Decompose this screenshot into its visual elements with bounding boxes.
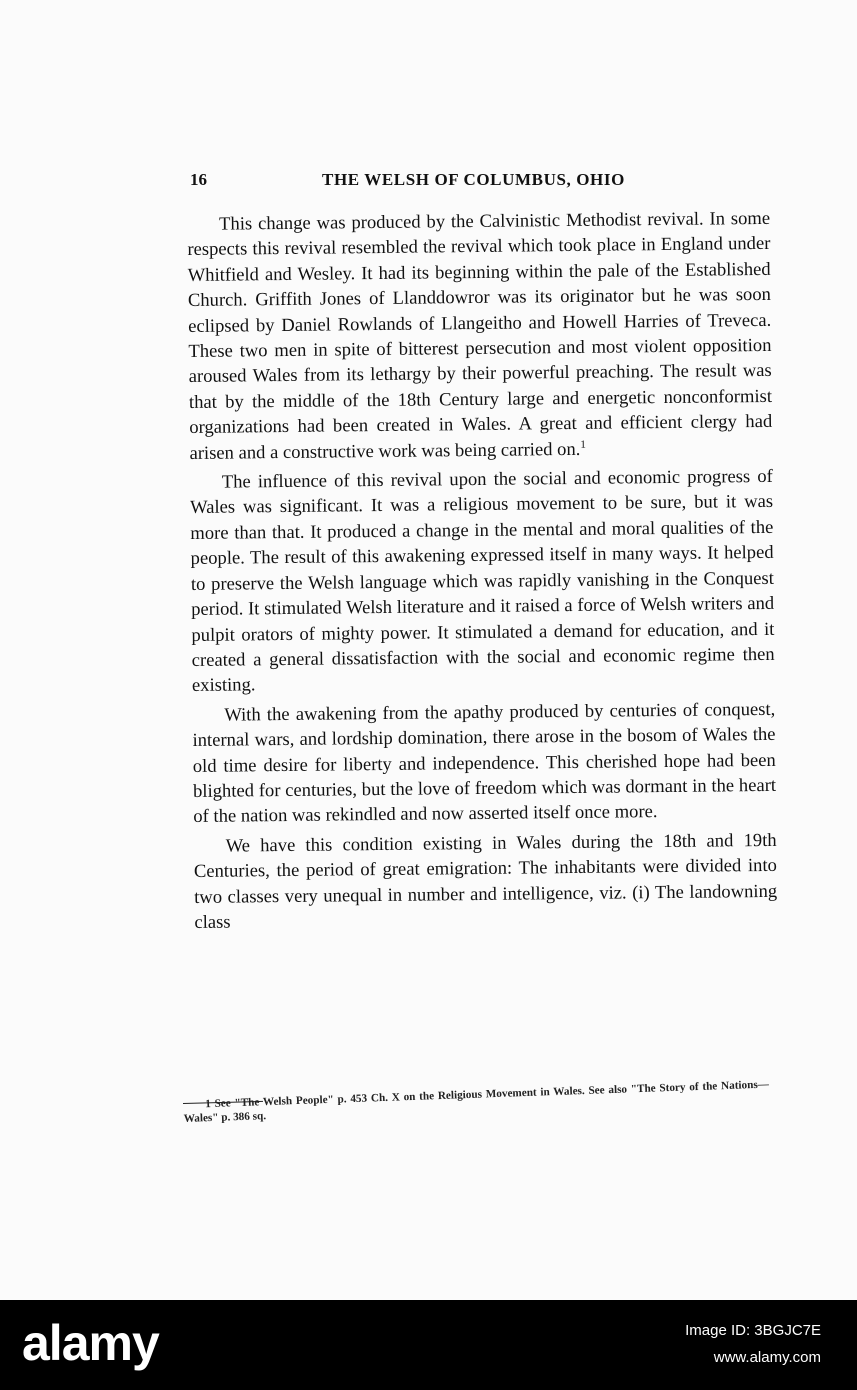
page-header	[190, 170, 770, 192]
image-id-label: Image ID: 3BGJC7E	[685, 1322, 821, 1339]
footnote-reference: 1	[580, 438, 586, 451]
page-number: 16	[190, 170, 207, 189]
paragraph-4	[194, 828, 778, 936]
paragraph-text: The influence of this revival upon the social and economic progress of Wales was significant. It was a religious movement to be sure, but it was more than that. It produced a change in the mental and moral qualities of the people. The result of this awakening expressed itself in many ways. It helped to preserve the Welsh language which was rapidly vanishing in the Conquest period. It stimulated Welsh literature and it raised a force of Welsh writers and pulpit orators of mighty power. It stimulated a demand for education, and it created a general dissatisfaction with the social and economic regime then existing.	[189, 465, 775, 697]
paragraph-3	[192, 697, 776, 830]
paragraph-text: With the awakening from the apathy produced by centuries of conquest, internal wars, and lordship domination, there arose in the bosom of Wales the old time desire for liberty and independence. This cherished hope had been blighted for centuries, but the love of freedom which was dormant in the heart of the nation was rekindled and now asserted itself once more.	[192, 698, 777, 828]
paragraph-text: We have this condition existing in Wales during the 18th and 19th Centuries, the period of great emigration: The inhabitants were divided into two classes very unequal in number and intelligence, viz. (i) The landowning class	[193, 829, 778, 933]
site-url: www.alamy.com	[713, 1349, 821, 1366]
footnote: 1 See "The Welsh People" p. 453 Ch. X on the Religious Movement in Wales. See also "The Story of the Nations—Wales" p. 386 sq.	[183, 1078, 770, 1125]
alamy-logo: alamy	[22, 1315, 159, 1371]
paragraph-text: This change was produced by the Calvinistic Methodist revival. In some respects this revival resembled the revival which took place in England under Whitfield and Wesley. It had its beginning within the pale of the Established Church. Griffith Jones of Llanddowror was its originator but he was soon eclipsed by Daniel Rowlands of Llangeitho and Howell Harries of Treveca. These two men in spite of bitterest persecution and most violent opposition aroused Wales from its lethargy by their powerful preaching. The result was that by the middle of the 18th Century large and energetic nonconformist organizations had been created in Wales. A great and efficient clergy had arisen and a constructive work was being carried on.	[187, 207, 773, 464]
body-text	[187, 206, 778, 939]
paragraph-1	[187, 206, 773, 466]
paragraph-2	[190, 464, 775, 699]
running-title: THE WELSH OF COLUMBUS, OHIO	[322, 170, 625, 189]
